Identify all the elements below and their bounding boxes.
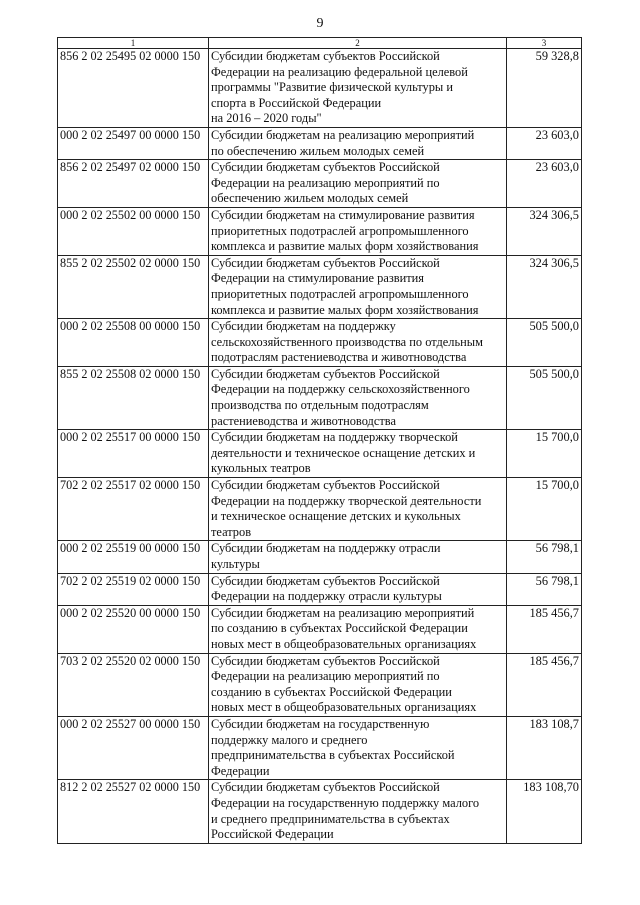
amount-cell: 505 500,0 (507, 319, 582, 367)
column-number-2: 2 (209, 38, 507, 49)
description-cell: Субсидии бюджетам субъектов Российской Федерации на поддержку творческой деятельности и техническое оснащение детских и кукольных театров (209, 478, 507, 541)
description-cell: Субсидии бюджетам субъектов Российской Федерации на реализацию мероприятий по обеспечению жильем молодых семей (209, 160, 507, 208)
column-number-row (58, 38, 582, 49)
amount-cell: 505 500,0 (507, 366, 582, 429)
budget-code-cell: 703 2 02 25520 02 0000 150 (58, 653, 209, 716)
table-row (58, 653, 582, 716)
page-number: 9 (316, 16, 324, 31)
table-row (58, 605, 582, 653)
table-row (58, 207, 582, 255)
budget-code-cell: 856 2 02 25495 02 0000 150 (58, 49, 209, 128)
column-number-3: 3 (507, 38, 582, 49)
budget-code-cell: 000 2 02 25508 00 0000 150 (58, 319, 209, 367)
amount-cell: 56 798,1 (507, 573, 582, 605)
table-row (58, 160, 582, 208)
table-row (58, 478, 582, 541)
description-cell: Субсидии бюджетам субъектов Российской Федерации на государственную поддержку малого и среднего предпринимательства в субъектах Российской Федерации (209, 780, 507, 843)
amount-cell: 56 798,1 (507, 541, 582, 573)
amount-cell: 23 603,0 (507, 127, 582, 159)
description-cell: Субсидии бюджетам субъектов Российской Федерации на поддержку отрасли культуры (209, 573, 507, 605)
description-cell: Субсидии бюджетам на реализацию мероприятий по созданию в субъектах Российской Федерации новых мест в общеобразовательных организациях (209, 605, 507, 653)
budget-revenue-table (57, 37, 582, 844)
description-cell: Субсидии бюджетам на государственную поддержку малого и среднего предпринимательства в субъектах Российской Федерации (209, 716, 507, 779)
budget-code-cell: 000 2 02 25517 00 0000 150 (58, 430, 209, 478)
budget-code-cell: 000 2 02 25502 00 0000 150 (58, 207, 209, 255)
budget-code-cell: 856 2 02 25497 02 0000 150 (58, 160, 209, 208)
table-row (58, 573, 582, 605)
description-cell: Субсидии бюджетам на стимулирование развития приоритетных подотраслей агропромышленного комплекса и развитие малых форм хозяйствования (209, 207, 507, 255)
table-row (58, 366, 582, 429)
budget-code-cell: 000 2 02 25497 00 0000 150 (58, 127, 209, 159)
description-cell: Субсидии бюджетам субъектов Российской Федерации на стимулирование развития приоритетных подотраслей агропромышленного комплекса и развитие малых форм хозяйствования (209, 255, 507, 318)
table-row (58, 255, 582, 318)
budget-code-cell: 855 2 02 25508 02 0000 150 (58, 366, 209, 429)
budget-code-cell: 812 2 02 25527 02 0000 150 (58, 780, 209, 843)
table-row (58, 780, 582, 843)
table-row (58, 127, 582, 159)
table-row (58, 49, 582, 128)
amount-cell: 15 700,0 (507, 478, 582, 541)
budget-code-cell: 702 2 02 25519 02 0000 150 (58, 573, 209, 605)
amount-cell: 183 108,7 (507, 716, 582, 779)
amount-cell: 324 306,5 (507, 207, 582, 255)
description-cell: Субсидии бюджетам субъектов Российской Федерации на поддержку сельскохозяйственного производства по отдельным подотраслям растениеводства и животноводства (209, 366, 507, 429)
description-cell: Субсидии бюджетам на поддержку творческой деятельности и техническое оснащение детских и кукольных театров (209, 430, 507, 478)
amount-cell: 15 700,0 (507, 430, 582, 478)
table-row (58, 430, 582, 478)
amount-cell: 185 456,7 (507, 653, 582, 716)
amount-cell: 23 603,0 (507, 160, 582, 208)
budget-code-cell: 000 2 02 25527 00 0000 150 (58, 716, 209, 779)
description-cell: Субсидии бюджетам субъектов Российской Федерации на реализацию федеральной целевой программы "Развитие физической культуры и спорта в Российской Федерации на 2016 – 2020 годы" (209, 49, 507, 128)
description-cell: Субсидии бюджетам на реализацию мероприятий по обеспечению жильем молодых семей (209, 127, 507, 159)
budget-code-cell: 855 2 02 25502 02 0000 150 (58, 255, 209, 318)
table-body (58, 49, 582, 844)
table-header (58, 38, 582, 49)
budget-code-cell: 000 2 02 25519 00 0000 150 (58, 541, 209, 573)
description-cell: Субсидии бюджетам на поддержку сельскохозяйственного производства по отдельным подотраслям растениеводства и животноводства (209, 319, 507, 367)
table-row (58, 541, 582, 573)
table-row (58, 319, 582, 367)
amount-cell: 185 456,7 (507, 605, 582, 653)
description-cell: Субсидии бюджетам субъектов Российской Федерации на реализацию мероприятий по созданию в субъектах Российской Федерации новых мест в общеобразовательных организациях (209, 653, 507, 716)
description-cell: Субсидии бюджетам на поддержку отрасли культуры (209, 541, 507, 573)
column-number-1: 1 (58, 38, 209, 49)
amount-cell: 59 328,8 (507, 49, 582, 128)
table-row (58, 716, 582, 779)
amount-cell: 324 306,5 (507, 255, 582, 318)
budget-code-cell: 702 2 02 25517 02 0000 150 (58, 478, 209, 541)
budget-code-cell: 000 2 02 25520 00 0000 150 (58, 605, 209, 653)
amount-cell: 183 108,70 (507, 780, 582, 843)
